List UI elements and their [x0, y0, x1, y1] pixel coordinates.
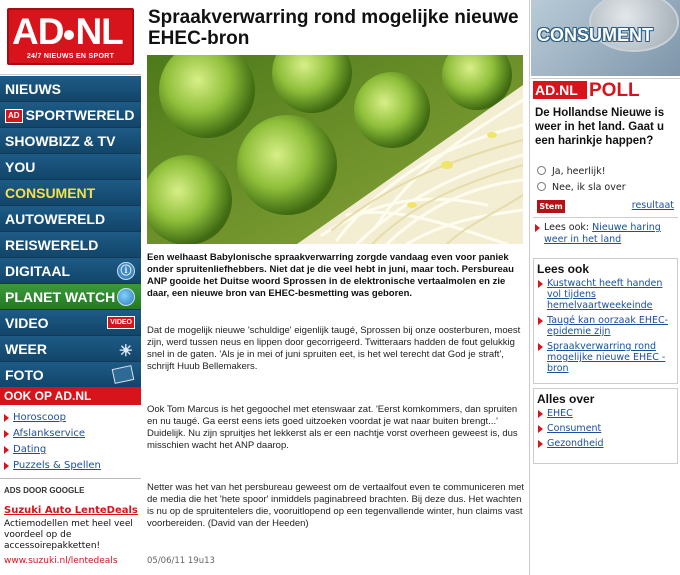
article-paragraph: Dat de mogelijk nieuwe 'schuldige' eigenlijk taugé, Sprossen bij onze oosterburen, moest zijn, werd tussen neus en lippen door gecorrigeerd. Twitteraars hadden de fout gelukkig snel in de gaten. 'Als je in mei of juni spruiten eet, is het wel terecht dat God je straft', schrijft Huub Bellemakers.	[147, 325, 521, 372]
lees-ook-box	[533, 258, 678, 384]
poll-logo: AD.NL	[533, 81, 587, 99]
globe-icon	[117, 288, 135, 306]
nav-item-label: REISWERELD	[5, 237, 99, 253]
poll-title: POLL	[589, 80, 640, 101]
radio-button[interactable]	[537, 182, 546, 191]
sun-icon: ☀	[118, 343, 133, 360]
site-logo[interactable]	[0, 0, 141, 75]
divider	[0, 478, 141, 479]
alles-over-box	[533, 388, 678, 464]
nav-item-label: DIGITAAL	[5, 263, 71, 279]
nav-item-label: NIEUWS	[5, 81, 61, 97]
nav-item-label: WEER	[5, 341, 47, 357]
lees-ook-link[interactable]: Kustwacht heeft handen vol tijdens hemelvaartweekeinde	[537, 278, 674, 311]
consument-banner-label: CONSUMENT	[537, 25, 653, 45]
alles-over-link-consument[interactable]: Consument	[537, 423, 674, 434]
nav-item-label: YOU	[5, 159, 36, 175]
ad-url-link[interactable]: www.suzuki.nl/lentedeals	[4, 556, 118, 566]
radio-button[interactable]	[537, 166, 546, 175]
main-navigation	[0, 76, 141, 388]
camera-icon	[112, 365, 135, 384]
ad-title-link[interactable]: Suzuki Auto LenteDeals	[4, 505, 138, 516]
article-paragraph: Netter was het van het persbureau geweest om de vertaalfout even te communiceren met de media die het 'hete spoor' inmiddels paginabreed brachten. Bij deze dus. Het wachten is nu op de spruitentelers die, vooruitlopend op een tegenvallende winter, hun claims vast voorbereiden. (David van der Heeden)	[147, 482, 525, 529]
nav-item-sportwereld[interactable]	[0, 102, 141, 128]
nav-item-showbizz[interactable]	[0, 128, 141, 154]
nav-item-label: VIDEO	[5, 315, 49, 331]
alles-over-link-ehec[interactable]: EHEC	[537, 408, 674, 419]
logo-tagline: 24/7 NIEUWS EN SPORT	[26, 53, 115, 60]
ook-op-link-puzzels[interactable]: Puzzels & Spellen	[4, 458, 139, 474]
lees-ook-link[interactable]: Spraakverwarring rond mogelijke nieuwe EHEC -bron	[537, 341, 674, 374]
ook-op-title: OOK OP AD.NL	[0, 387, 141, 405]
ook-op-link-afslankservice[interactable]: Afslankservice	[4, 426, 139, 442]
divider	[533, 217, 678, 218]
nav-item-label: AUTOWERELD	[5, 211, 106, 227]
vote-button[interactable]: Stem	[537, 200, 565, 213]
article-dateline: 05/06/11 19u13	[147, 556, 215, 566]
article-lead: Een welhaast Babylonische spraakverwarring zorgde vandaag even voor paniek onder spruitenliefhebbers. Niet dat je die veel hebt in juni, maar toch. Persbureau ANP gooide het Duitse woord Sprossen in de elektronische vertaalmolen en zie daar, een nieuwe bron van EHEC-besmetting was geboren.	[147, 252, 514, 299]
nav-item-label: PLANET WATCH	[5, 289, 116, 305]
alles-over-link-gezondheid[interactable]: Gezondheid	[537, 438, 674, 449]
nav-item-label: CONSUMENT	[5, 185, 96, 201]
ad-body-text[interactable]: Actiemodellen met heel veel voordeel op de accessoirepakketten!	[4, 519, 133, 551]
poll-option-label: Ja, heerlijk!	[552, 166, 606, 177]
nav-item-label: SHOWBIZZ & TV	[5, 133, 116, 149]
ads-label: ADS DOOR GOOGLE	[4, 486, 85, 495]
poll-option-no[interactable]	[537, 181, 626, 195]
nav-item-video[interactable]	[0, 310, 141, 336]
also-read-link[interactable]: Nieuwe haring weer in het land	[544, 222, 661, 245]
nav-item-planet-watch[interactable]	[0, 284, 141, 310]
right-sidebar	[531, 0, 680, 575]
ook-op-link-horoscoop[interactable]: Horoscoop	[4, 410, 139, 426]
video-icon: VIDEO	[107, 316, 135, 329]
poll-results-link[interactable]: resultaat	[631, 200, 674, 211]
poll-question: De Hollandse Nieuwe is weer in het land. Gaat u een harinkje happen?	[535, 107, 665, 147]
consument-banner[interactable]	[531, 0, 680, 76]
nav-item-you[interactable]	[0, 154, 141, 180]
nav-item-label: SPORTWERELD	[25, 107, 135, 123]
nav-item-foto[interactable]	[0, 362, 141, 388]
nav-item-reiswereld[interactable]	[0, 232, 141, 258]
logo-box[interactable]	[7, 8, 134, 65]
ook-op-link-dating[interactable]: Dating	[4, 442, 139, 458]
sprouts-photo	[147, 55, 523, 244]
article-headline: Spraakverwarring rond mogelijke nieuwe EHEC-bron	[148, 7, 519, 49]
ad-badge-icon: AD	[5, 109, 23, 123]
nav-item-digitaal[interactable]	[0, 258, 141, 284]
poll-option-yes[interactable]	[537, 165, 606, 179]
article-photo	[147, 55, 523, 244]
also-read-prefix: Lees ook:	[544, 222, 590, 233]
left-column	[0, 0, 141, 575]
nav-item-autowereld[interactable]	[0, 206, 141, 232]
nav-item-weer[interactable]	[0, 336, 141, 362]
poll-also-read	[535, 222, 677, 246]
alles-over-title: Alles over	[537, 392, 595, 406]
logo-wordmark: AD NL	[12, 11, 123, 52]
digitaal-icon: ⓘ	[117, 262, 135, 280]
poll-option-label: Nee, ik sla over	[552, 182, 626, 193]
lees-ook-link[interactable]: Taugé kan oorzaak EHEC-epidemie zijn	[537, 315, 674, 337]
article-paragraph: Ook Tom Marcus is het gegoochel met etenswaar zat. 'Eerst komkommers, dan spruiten en nu taugé. Ga eerst eens iets goed uitzoeken voordat je wat naar buiten brengt...' Duidelijk. Nu zijn spruitjes het lekkerst als er een nachtje vorst overheen geweest is, dus misschien wacht het ANP daarop.	[147, 404, 518, 451]
nav-item-consument[interactable]	[0, 180, 141, 206]
poll-header	[531, 78, 680, 100]
nav-item-nieuws[interactable]	[0, 76, 141, 102]
nav-item-label: FOTO	[5, 367, 44, 383]
ook-op-list	[4, 410, 139, 474]
article-column	[142, 0, 530, 575]
lees-ook-title: Lees ook	[537, 262, 590, 276]
